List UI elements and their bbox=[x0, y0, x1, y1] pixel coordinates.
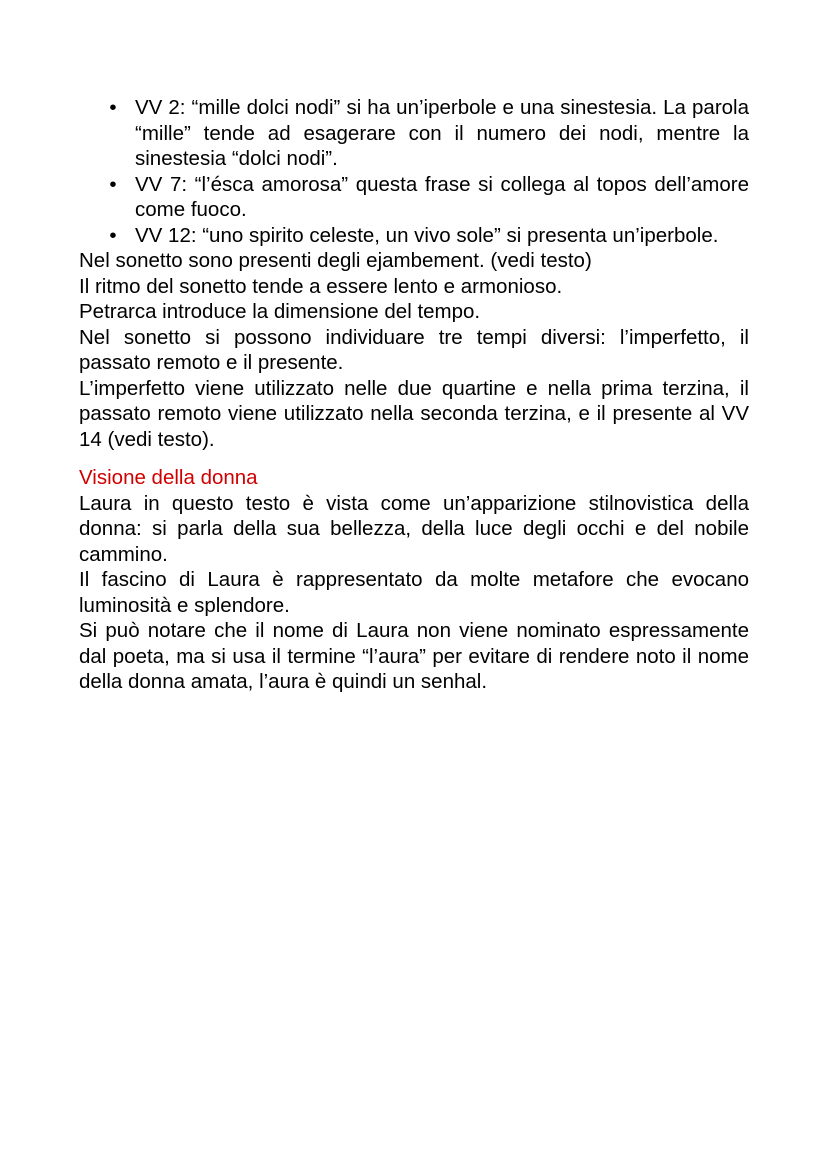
paragraph-tre-tempi: Nel sonetto si possono individuare tre tempi diversi: l’imperfetto, il passato remoto e il presente. bbox=[79, 325, 749, 374]
list-item bbox=[109, 95, 749, 172]
list-item-text: VV 12: “uno spirito celeste, un vivo sole” si presenta un’iperbole. bbox=[135, 223, 719, 247]
bullet-icon: • bbox=[109, 96, 117, 119]
list-item-text: VV 2: “mille dolci nodi” si ha un’iperbole e una sinestesia. La parola “mille” tende ad esagerare con il numero dei nodi, mentre la sinestesia “dolci nodi”. bbox=[135, 96, 749, 170]
list-item-text: VV 7: “l’ésca amorosa” questa frase si collega al topos dell’amore come fuoco. bbox=[135, 172, 749, 221]
paragraph-laura-apparizione: Laura in questo testo è vista come un’apparizione stilnovistica della donna: si parla della sua bellezza, della luce degli occhi e del nobile cammino. bbox=[79, 491, 749, 566]
paragraph-ejambement: Nel sonetto sono presenti degli ejambement. (vedi testo) bbox=[79, 249, 592, 272]
list-item bbox=[109, 172, 749, 223]
bullet-icon: • bbox=[109, 223, 117, 247]
bullet-icon: • bbox=[109, 172, 117, 196]
paragraph-fascino: Il fascino di Laura è rappresentato da molte metafore che evocano luminosità e splendore. bbox=[79, 568, 749, 617]
paragraph-ritmo: Il ritmo del sonetto tende a essere lento e armonioso. bbox=[79, 274, 563, 298]
figures-list bbox=[79, 95, 749, 248]
section-title: Visione della donna bbox=[79, 466, 258, 489]
paragraph-imperfetto: L’imperfetto viene utilizzato nelle due quartine e nella prima terzina, il passato remoto viene utilizzato nella seconda terzina, e il presente al VV 14 (vedi testo). bbox=[79, 376, 749, 451]
paragraph-senhal: Si può notare che il nome di Laura non viene nominato espressamente dal poeta, ma si usa il termine “l’aura” per evitare di rendere noto il nome della donna amata, l’aura è quindi un senhal. bbox=[79, 619, 749, 693]
list-item bbox=[109, 223, 749, 249]
paragraph-tempo: Petrarca introduce la dimensione del tempo. bbox=[79, 300, 481, 323]
document-page bbox=[79, 95, 749, 695]
